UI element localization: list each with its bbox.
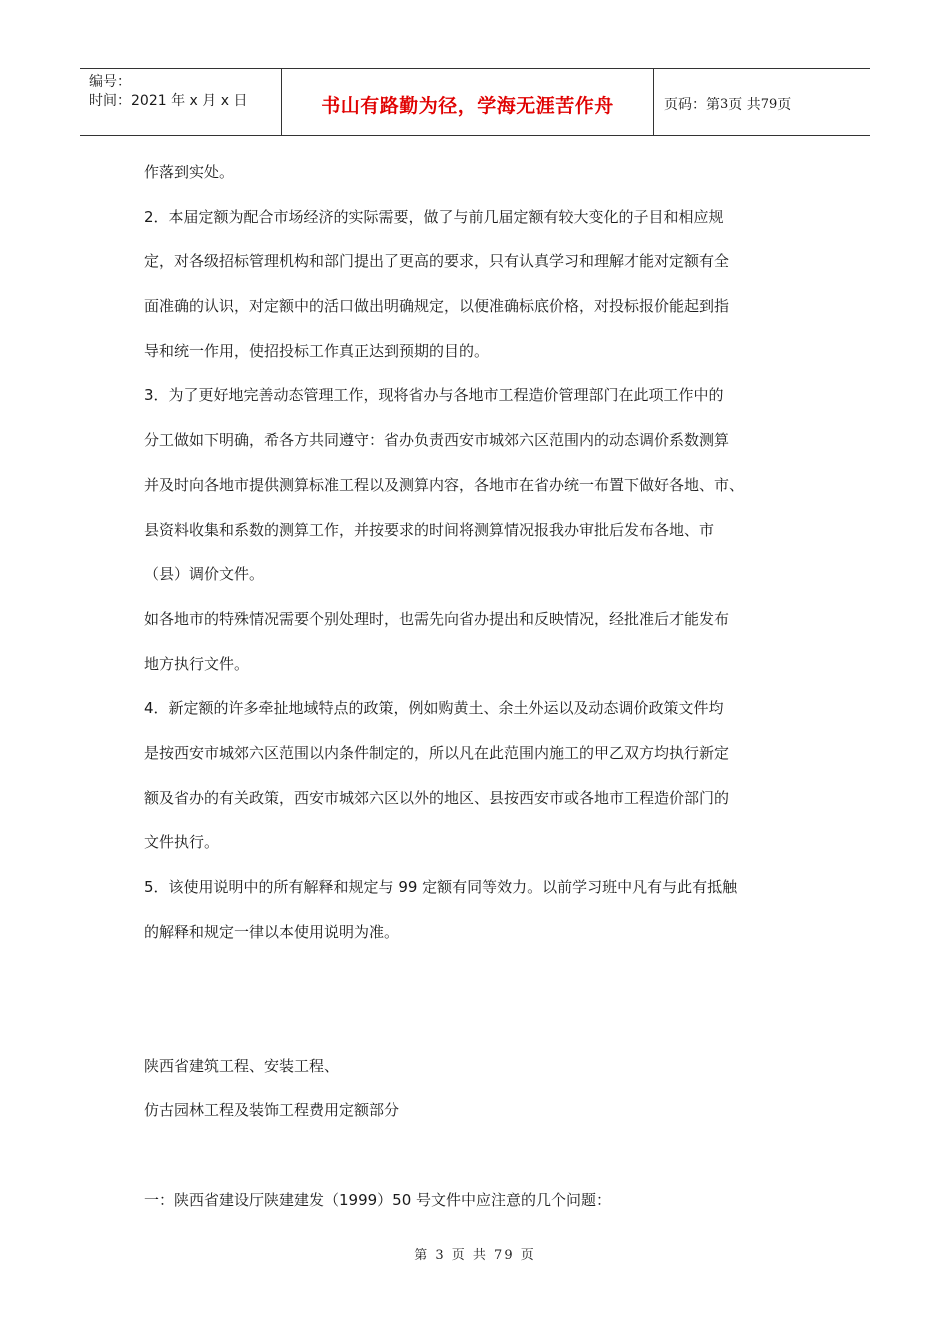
page-header	[80, 68, 870, 136]
body-line: 5．该使用说明中的所有解释和规定与 99 定额有同等效力。以前学习班中凡有与此有抵触	[144, 878, 738, 896]
body-line: 导和统一作用，使招投标工作真正达到预期的目的。	[144, 341, 490, 360]
body-line: 4．新定额的许多牵扯地域特点的政策，例如购黄土、余土外运以及动态调价政策文件均	[144, 699, 724, 718]
body-line: 文件执行。	[144, 833, 220, 852]
body-line: 是按西安市城郊六区范围以内条件制定的，所以凡在此范围内施工的甲乙双方均执行新定	[144, 743, 730, 762]
body-line: 分工做如下明确，希各方共同遵守：省办负责西安市城郊六区范围内的动态调价系数测算	[144, 431, 730, 450]
page-footer: 第 3 页 共 79 页	[414, 1248, 536, 1263]
body-line: 地方执行文件。	[144, 654, 250, 673]
body-line: 的解释和规定一律以本使用说明为准。	[144, 922, 400, 941]
page-label-prefix: 页码：第	[664, 97, 720, 113]
body-line: 定，对各级招标管理机构和部门提出了更高的要求，只有认真学习和理解才能对定额有全	[144, 252, 730, 271]
document-body	[144, 150, 814, 1223]
header-meta-cell	[80, 69, 282, 135]
body-line: 2．本届定额为配合市场经济的实际需要，做了与前几届定额有较大变化的子目和相应规	[144, 207, 724, 226]
body-line: 额及省办的有关政策，西安市城郊六区以外的地区、县按西安市或各地市工程造价部门的	[144, 788, 730, 807]
body-line: 3．为了更好地完善动态管理工作，现将省办与各地市工程造价管理部门在此项工作中的	[144, 386, 724, 405]
body-line: 县资料收集和系数的测算工作，并按要求的时间将测算情况报我办审批后发布各地、市	[144, 520, 715, 539]
subsection-heading-line: 一：陕西省建设厅陕建建发（1999）50 号文件中应注意的几个问题：	[144, 1190, 612, 1209]
header-page-cell	[654, 69, 870, 135]
document-number-label: 编号：	[89, 74, 131, 90]
body-line: 如各地市的特殊情况需要个别处理时，也需先向省办提出和反映情况，经批准后才能发布	[144, 609, 730, 628]
page-total-number: 79	[760, 96, 778, 112]
paragraph-gap	[144, 954, 814, 999]
page-current-number: 3	[720, 96, 729, 112]
body-line: （县）调价文件。	[144, 565, 265, 584]
header-motto: 书山有路勤为径，学海无涯苦作舟	[321, 94, 614, 117]
page-label-mid: 页 共	[728, 97, 761, 113]
body-line: 并及时向各地市提供测算标准工程以及测算内容，各地市在省办统一布置下做好各地、市、	[144, 475, 745, 494]
section-heading-line: 仿古园林工程及装饰工程费用定额部分	[144, 1101, 400, 1120]
body-line: 面准确的认识，对定额中的活口做出明确规定，以便准确标底价格，对投标报价能起到指	[144, 297, 730, 316]
page-label-suffix: 页	[777, 97, 792, 113]
document-date-label: 时间：2021 年 x 月 x 日	[89, 93, 248, 109]
paragraph-gap	[144, 1133, 814, 1178]
paragraph-gap	[144, 999, 814, 1044]
section-heading-line: 陕西省建筑工程、安装工程、	[144, 1056, 340, 1075]
header-motto-cell	[282, 69, 654, 135]
body-line: 作落到实处。	[144, 163, 235, 181]
